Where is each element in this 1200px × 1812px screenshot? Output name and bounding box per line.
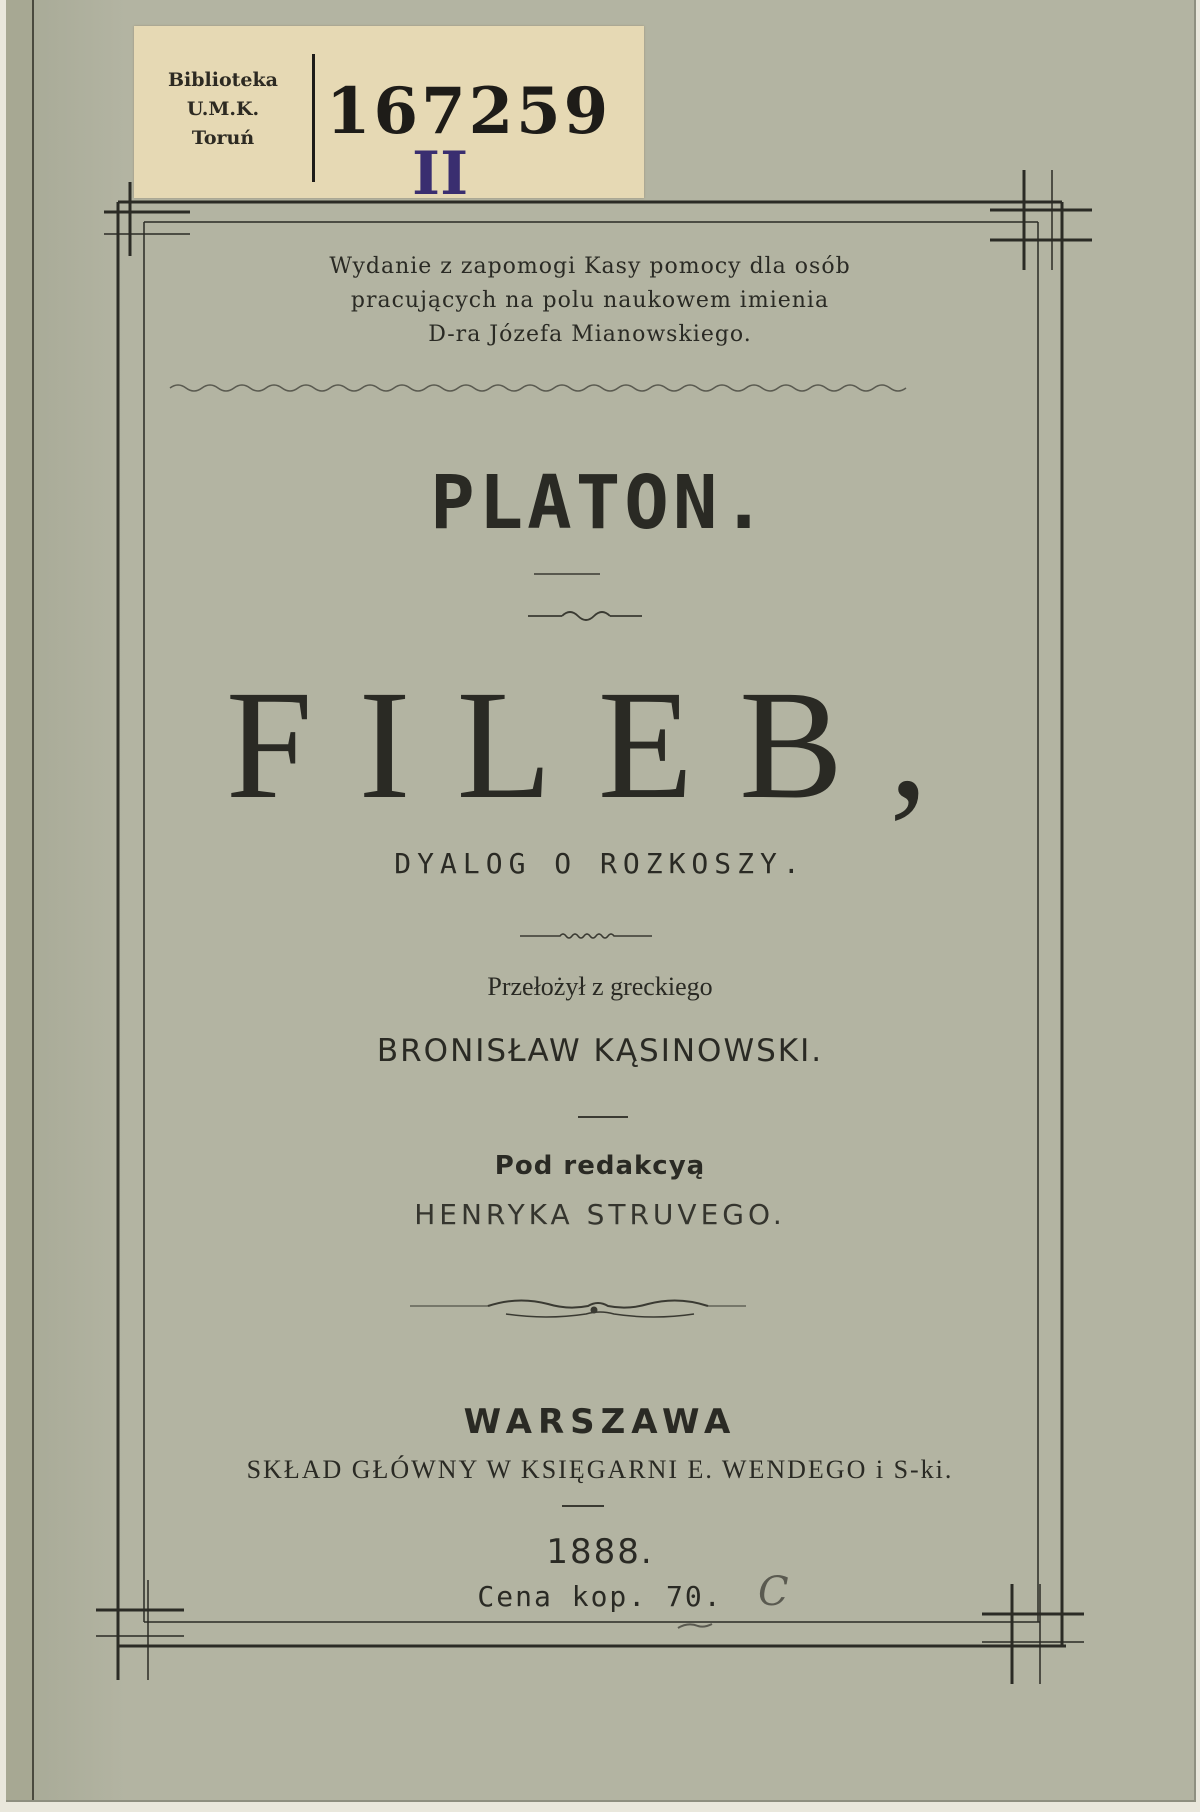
shelf-number: 167259 xyxy=(326,74,612,149)
publication-year: 1888. xyxy=(546,1532,654,1572)
book-subtitle: DYALOG O ROZKOSZY. xyxy=(394,847,806,880)
sponsor-note-line: D-ra Józefa Mianowskiego. xyxy=(428,322,752,347)
translator-name: BRONISŁAW KĄSINOWSKI. xyxy=(376,1033,824,1069)
book-title: FILEB, xyxy=(225,658,975,831)
ornament-small xyxy=(528,612,642,620)
editor-name: HENRYKA STRUVEGO. xyxy=(414,1198,786,1231)
editing-label: Pod redakcyą xyxy=(494,1151,706,1181)
library-name xyxy=(134,66,312,153)
sponsor-note-line: pracujących na polu naukowem imienia xyxy=(350,288,830,313)
publication-city: WARSZAWA xyxy=(463,1402,737,1442)
squiggle-rule xyxy=(520,934,652,938)
publisher-line: SKŁAD GŁÓWNY W KSIĘGARNI E. WENDEGO i S-ki. xyxy=(246,1455,954,1484)
price-line: Cena kop. 70. xyxy=(477,1580,723,1613)
shelf-mark: II xyxy=(412,139,469,209)
library-shelf-label xyxy=(134,26,644,209)
author-name: PLATON. xyxy=(430,460,770,546)
handwritten-note: C xyxy=(758,1569,789,1615)
handwritten-scribble xyxy=(678,1624,712,1628)
library-name-line: Toruń xyxy=(191,127,255,149)
ornament-scroll xyxy=(410,1300,746,1317)
wavy-rule xyxy=(170,385,906,391)
sponsor-note-line: Wydanie z zapomogi Kasy pomocy dla osób xyxy=(329,254,851,279)
label-divider xyxy=(312,54,315,182)
library-name-line: U.M.K. xyxy=(186,98,260,120)
translation-label: Przełożył z greckiego xyxy=(487,972,713,1001)
library-name-line: Biblioteka xyxy=(167,69,278,91)
sponsor-note xyxy=(200,250,980,352)
